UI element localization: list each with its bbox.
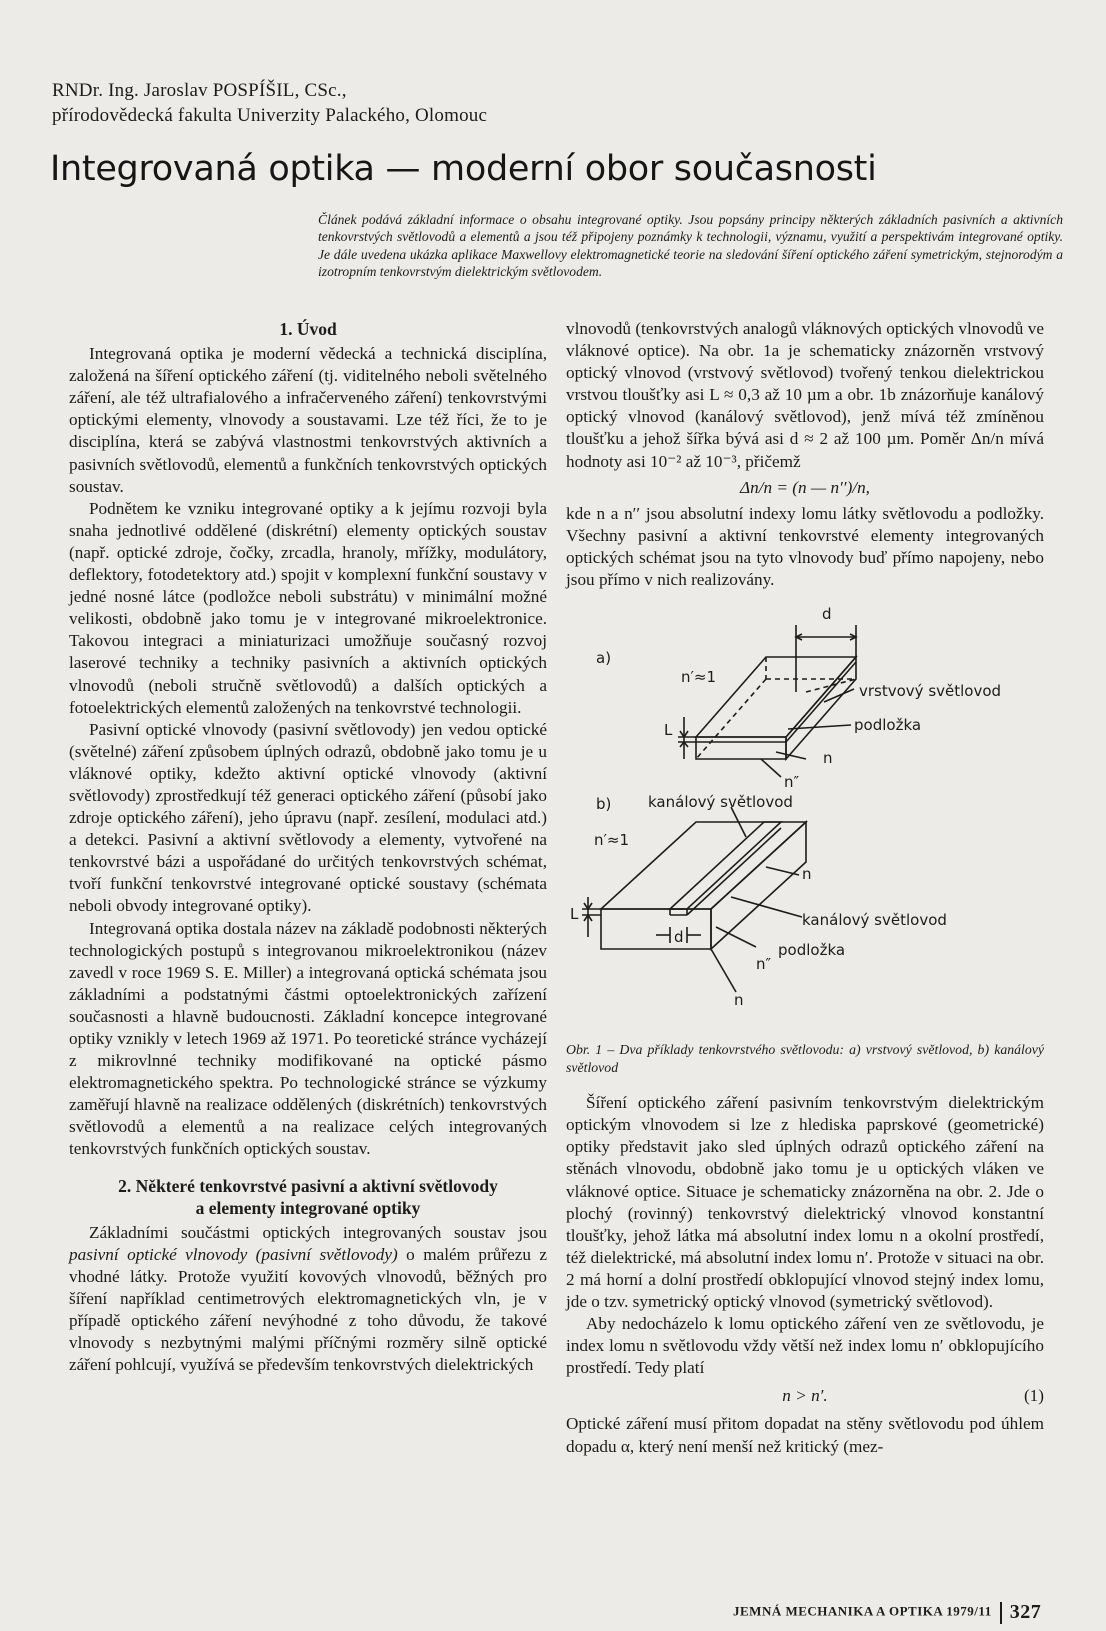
- fig-n-prime-a: n′≈1: [681, 668, 717, 687]
- right-column: [566, 318, 1044, 1458]
- paragraph: [69, 1222, 547, 1377]
- fig-podlozka-b: podložka: [778, 941, 846, 960]
- fig-n-prime-b: n′≈1: [594, 831, 630, 850]
- paragraph: Integrovaná optika dostala název na základě podobnosti některých technologických postupů s integrovanou mikroelektronikou (název zavedl v roce 1969 S. E. Miller) a integrovaná optická schémata jsou základními a podstatnými částmi optoelektronických zařízení současnosti a hlavně budoucnosti. Základní koncepce integrované optiky vznikly v letech 1969 až 1971. Po teoretické stránce vycházejí z mikrovlnné techniky modifikované na optické pásmo elektromagnetického spektra. Po technologické stránce se výzkumy zaměřují hlavně na realizace oddělených (diskrétních) tenkovrstvých světlovodů a elementů a na realizace celých integrovaných tenkovrstvých funkčních optických soustav.: [69, 918, 547, 1159]
- fig-n-b: n: [802, 865, 812, 884]
- section-1-heading: 1. Úvod: [279, 319, 337, 339]
- fig-n-dd-b: n″: [756, 955, 772, 974]
- author-name: RNDr. Ing. Jaroslav POSPÍŠIL, CSc.,: [52, 80, 347, 101]
- slab-top-face: [696, 657, 856, 737]
- page-footer: [733, 1601, 1041, 1624]
- section-2-heading: [69, 1175, 547, 1219]
- left-column: [69, 318, 547, 1376]
- equation-1-number: (1): [1023, 1386, 1044, 1406]
- text-run: o malém průřezu z vhodné látky. Protože využití kovových vlnovodů, běžných pro šíření například centimetrových elektromagnetických vln, je v případě optického záření nevýhodné z toho důvodu, že takové vlnovody s nezbytnými malými příčnými rozměry silně optické záření pohlcují, využívá se především tenkovrstvých dielektrických: [69, 1244, 547, 1375]
- fig-n-dd-a: n″: [784, 773, 800, 792]
- fig-podlozka-a: podložka: [854, 716, 922, 735]
- fig-n-b2: n: [734, 991, 744, 1010]
- fig-label-a: a): [596, 649, 612, 668]
- section-2-heading-line1: 2. Některé tenkovrstvé pasivní a aktivní světlovody: [118, 1175, 498, 1196]
- fig-label-b: b): [596, 795, 612, 814]
- fig-vrstvovy-label: vrstvový světlovod: [859, 682, 1002, 701]
- paragraph: Podnětem ke vzniku integrované optiky a k jejímu rozvoji byla snaha jednotlivé oddělené (diskrétní) elementy optických soustav (např. optické zdroje, čočky, zrcadla, hranoly, mřížky, modulátory, deflektory, fotodetektory atd.) spojit v komplexní funkční soustavy v jedné nosné látce (podložce neboli substrátu) v minimální možné velikosti, obdobně jako tomu je v integrované mikroelektronice. Takovou integraci a miniaturizaci umožňuje současný rozvoj laserové techniky a techniky pasivních a aktivních optických vlnovodů (neboli stručně světlovodů) a dalších optických a fotoelektrických elementů založených na tenkovrstvé technologii.: [69, 498, 547, 717]
- fig-dim-d-b: d: [674, 928, 684, 947]
- article-abstract: Článek podává základní informace o obsahu integrované optiky. Jsou popsány principy některých základních pasivních a aktivních tenkovrstvých světlovodů a elementů a jsou též připojeny poznámky k technologii, významu, využití a perspektivám integrované optiky. Je dále uvedena ukázka aplikace Maxwellovy elektromagnetické teorie na sledování šíření optického záření symetrickým, stejnorodým a izotropním tenkovrstvým dielektrickým světlovodem.: [318, 212, 1063, 279]
- page-number: 327: [1009, 1601, 1042, 1623]
- paragraph: kde n a n′′ jsou absolutní indexy lomu látky světlovodu a podložky. Všechny pasivní a aktivní tenkovrstvé elementy integrovaných optických schémat jsou na tyto vlnovody buď přímo napojeny, nebo jsou přímo v nich realizovány.: [566, 503, 1044, 590]
- equation-1-body: n > n′.: [782, 1386, 828, 1406]
- article-title: Integrovaná optika — moderní obor současnosti: [50, 149, 877, 189]
- paragraph: Optické záření musí přitom dopadat na stěny světlovodu pod úhlem dopadu α, který není menší než kritický (mez-: [566, 1414, 1044, 1456]
- fig-kanalovy-side: kanálový světlovod: [802, 911, 947, 930]
- section-2-heading-line2: a elementy integrované optiky: [195, 1197, 421, 1218]
- paragraph: Šíření optického záření pasivním tenkovrstvým dielektrickým optickým vlnovodem si lze z hlediska paprskové (geometrické) optiky představit jako sled úplných odrazů optického záření na stěnách vlnovodu, obdobně jako tomu je u optických vláken ve vláknové optice. Situace je schematicky znázorněna na obr. 2. Jde o plochý (rovinný) tenkovrstvý dielektrický vlnovod konstantní tloušťky, jehož látka má absolutní index lomu n a okolní prostředí, též dielektrické, má absolutní index lomu n′. Protože v situaci na obr. 2 má horní a dolní prostředí obklopující vlnovod stejný index lomu, jde o tzv. symetrický optický vlnovod (symetrický světlovod).: [566, 1093, 1044, 1311]
- paragraph: Aby nedocházelo k lomu optického záření ven ze světlovodu, je index lomu n světlovodu vždy větší než index lomu n′ obklopujícího prostředí. Tedy platí: [566, 1314, 1044, 1378]
- equation-1: [566, 1385, 1044, 1407]
- author-affiliation: přírodovědecká fakulta Univerzity Palackého, Olomouc: [52, 105, 488, 126]
- text-run: Základními součástmi optických integrovaných soustav jsou: [89, 1222, 547, 1242]
- paragraph: Integrovaná optika je moderní vědecká a technická disciplína, založená na šíření optického záření (tj. viditelného neboli světelného záření, ale též ultrafialového a infračerveného záření) tenkovrstvými optickými elementy, vlnovody a soustavami. Lze též říci, že to je disciplína, která se zabývá vlastnostmi tenkovrstvých aktivních a pasivních světlovodů, elementů a funkčních tenkovrstvých optických soustav.: [69, 344, 547, 496]
- emphasis: pasivní optické vlnovody (pasivní světlovody): [69, 1244, 398, 1264]
- paragraph: Pasivní optické vlnovody (pasivní světlovody) jen vedou optické (světelné) záření způsobem úplných odrazů, obdobně jako tomu je u vláknové optiky, kdežto aktivní optické vlnovody (aktivní světlovody) zprostředkují též generaci optického záření (působí jako zdroje optického záření), jeho úpravu (např. zesílení, modulaci atd.) a detekci. Pasivní a aktivní světlovody a elementy, vytvořené na tenkovrstvé bázi a uspořádané do určitých tenkovrstvých schémat, tvoří funkční tenkovrstvé integrované optické soustavy (schémata neboli obvody integrované optiky).: [69, 719, 547, 916]
- figure-1: [566, 597, 1044, 1037]
- fig-L-b: L: [570, 905, 579, 924]
- author-block: [52, 78, 487, 128]
- footer-divider: [1000, 1602, 1002, 1624]
- waveguide-diagram: [566, 597, 1044, 1037]
- fig-n-a: n: [823, 749, 833, 768]
- figure-caption: Obr. 1 – Dva příklady tenkovrstvého světlovodu: a) vrstvový světlovod, b) kanálový světlovod: [566, 1042, 1044, 1075]
- journal-name: JEMNÁ MECHANIKA A OPTIKA 1979/11: [733, 1603, 992, 1619]
- fig-L-a: L: [664, 721, 673, 740]
- fig-dim-d-a: d: [822, 605, 832, 624]
- fig-kanalovy-top: kanálový světlovod: [648, 793, 793, 812]
- paragraph: vlnovodů (tenkovrstvých analogů vláknových optických vlnovodů ve vláknové optice). Na obr. 1a je schematicky znázorněn vrstvový optický vlnovod (vrstvový světlovod) tvořený tenkou dielektrickou vrstvou tloušťky asi L ≈ 0,3 až 10 µm a obr. 1b znázorňuje kanálový optický vlnovod (kanálový světlovod), jenž mívá též zmíněnou tloušťku a jehož šířka bývá asi d ≈ 2 až 100 µm. Poměr Δn/n mívá hodnoty asi 10⁻² až 10⁻³, přičemž: [566, 319, 1044, 471]
- formula-delta-n: Δn/n = (n — n′′)/n,: [740, 477, 870, 497]
